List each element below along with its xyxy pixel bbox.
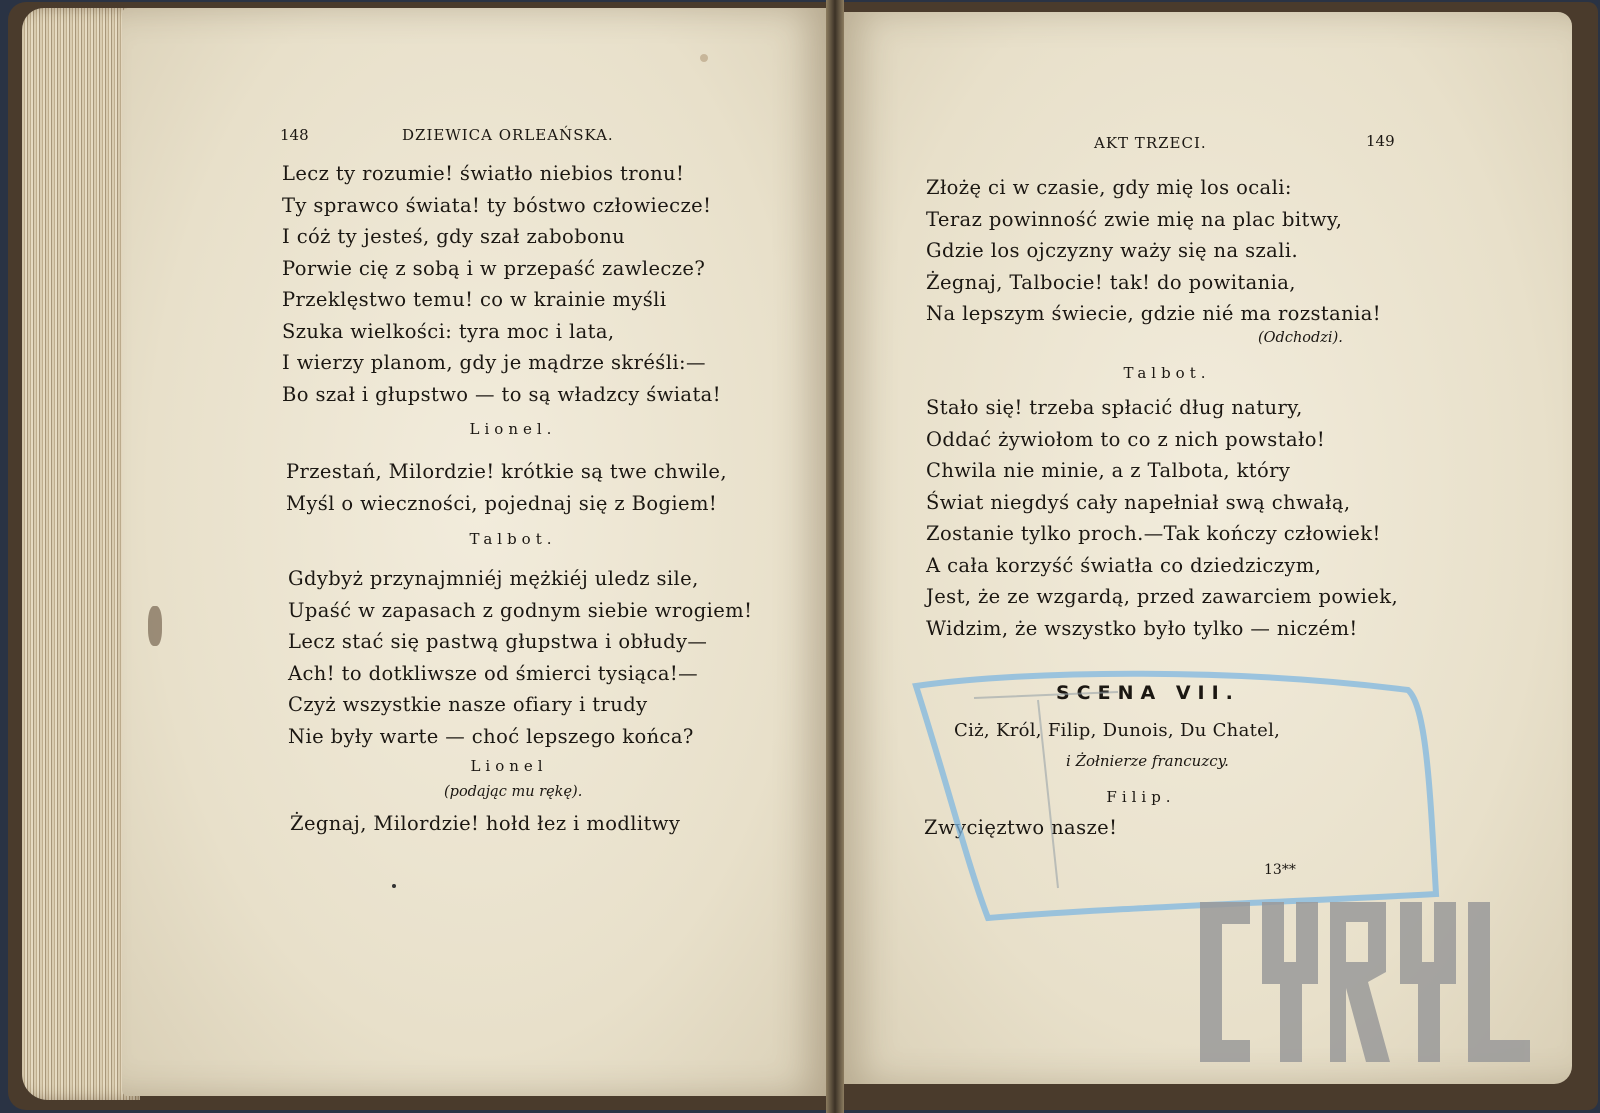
verse-line: Czyż wszystkie nasze ofiary i trudy [288, 693, 648, 716]
verse-line: Ach! to dotkliwsze od śmierci tysiąca!— [288, 661, 699, 685]
verse-line: Jest, że ze wzgardą, przed zawarciem powiek, [926, 585, 1399, 608]
watermark-letter-y [1400, 902, 1456, 1062]
verse-line: Teraz powinność zwie mię na plac bitwy, [926, 207, 1343, 231]
verse-line: Upaść w zapasach z godnym siebie wrogiem! [288, 598, 753, 622]
page-number-left: 148 [280, 126, 309, 144]
verse-line: Stało się! trzeba spłacić dług natury, [926, 396, 1303, 419]
verse-line: A cała korzyść światła co dziedziczym, [926, 553, 1322, 577]
watermark-letter-y [1262, 902, 1318, 1062]
verse-line: Żegnaj, Talbocie! tak! do powitania, [926, 270, 1296, 294]
scene-title: SCENA VII. [1056, 682, 1240, 704]
stage-direction: (podając mu rękę). [444, 784, 583, 800]
watermark-letter-r [1330, 902, 1390, 1062]
verse-line: Gdzie los ojczyzny waży się na szali. [926, 239, 1299, 262]
speaker-name: Talbot. [469, 530, 557, 548]
verse-line: Szuka wielkości: tyra moc i lata, [282, 319, 615, 343]
speaker-name: Lionel [470, 757, 548, 775]
verse-block [282, 158, 721, 410]
verse-line: Oddać żywiołom to co z nich powstało! [926, 427, 1326, 451]
speaker-name: Filip. [1106, 788, 1176, 806]
stage-direction: (Odchodzi). [1258, 330, 1343, 346]
verse-line: Zwycięztwo nasze! [924, 816, 1118, 839]
verse-line: Bo szał i głupstwo — to są władzcy świata! [282, 382, 721, 406]
running-head-left: DZIEWICA ORLEAŃSKA. [402, 126, 614, 144]
watermark-letter-c [1200, 902, 1250, 1062]
speaker-name: Lionel. [469, 420, 557, 438]
verse-line: Przestań, Milordzie! krótkie są twe chwile, [286, 460, 727, 483]
verse-block [926, 172, 1381, 330]
verse-line: Chwila nie minie, a z Talbota, który [926, 459, 1291, 482]
cast-list-soldiers: i Żołnierze francuzcy. [1066, 752, 1229, 770]
verse-block [286, 456, 727, 519]
cyryl-watermark [1200, 902, 1530, 1062]
verse-line: Na lepszym świecie, gdzie nié ma rozstania! [926, 302, 1382, 325]
verse-line: I wierzy planom, gdy je mądrze skréśli:— [282, 351, 706, 374]
watermark-letter-l [1468, 902, 1530, 1062]
cast-list: Ciż, Król, Filip, Dunois, Du Chatel, [954, 720, 1281, 741]
verse-line: Żegnaj, Milordzie! hołd łez i modlitwy [290, 812, 681, 835]
signature-mark: 13** [1264, 862, 1296, 878]
left-page [122, 8, 834, 1096]
verse-line: Przeklęstwo temu! co w krainie myśli [282, 288, 667, 311]
crayon-stroke [916, 674, 1436, 918]
verse-block [290, 808, 680, 840]
verse-line: Myśl o wieczności, pojednaj się z Bogiem! [286, 491, 718, 515]
running-head-right: AKT TRZECI. [1094, 134, 1207, 152]
verse-line: Nie były warte — choć lepszego końca? [288, 724, 694, 748]
verse-line: Porwie cię z sobą i w przepaść zawlecze? [282, 256, 706, 280]
speaker-name: Talbot. [1123, 364, 1211, 382]
verse-block [926, 392, 1398, 644]
verse-line: Złożę ci w czasie, gdy mię los ocali: [926, 176, 1292, 199]
foxing-spot [148, 606, 162, 646]
crayon-stroke [974, 692, 1118, 888]
verse-line: Świat niegdyś cały napełniał swą chwałą, [926, 490, 1351, 514]
book-gutter [826, 0, 844, 1113]
verse-block [288, 563, 752, 752]
verse-line: Lecz ty rozumie! światło niebios tronu! [282, 162, 685, 185]
page-number-right: 149 [1366, 132, 1395, 150]
foxing-spot [700, 54, 708, 62]
verse-line: Ty sprawco świata! ty bóstwo człowiecze! [282, 193, 712, 217]
verse-line: Lecz stać się pastwą głupstwa i obłudy— [288, 630, 708, 653]
crayon-frame [908, 666, 1456, 924]
verse-line: Gdybyż przynajmniéj mężkiéj uledz sile, [288, 567, 699, 590]
verse-line: Widzim, że wszystko było tylko — niczém! [926, 616, 1358, 640]
ink-dot [392, 884, 396, 888]
verse-line: I cóż ty jesteś, gdy szał zabobonu [282, 225, 626, 248]
verse-line: Zostanie tylko proch.—Tak kończy człowiek! [926, 522, 1381, 545]
